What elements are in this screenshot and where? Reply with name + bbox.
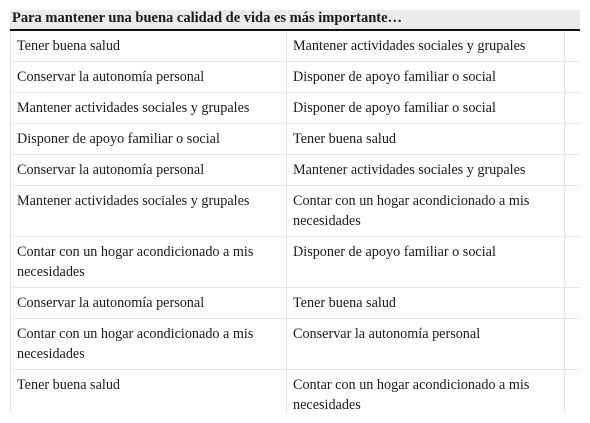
- option-b-cell: Tener buena salud: [287, 288, 565, 319]
- table-row: [11, 288, 581, 319]
- table-row: [11, 370, 581, 414]
- option-a-cell: Mantener actividades sociales y grupales: [11, 186, 287, 237]
- table-title: Para mantener una buena calidad de vida es más importante…: [10, 10, 580, 31]
- table-row: [11, 237, 581, 288]
- option-a-cell: Conservar la autonomía personal: [11, 155, 287, 186]
- option-b-cell: Disponer de apoyo familiar o social: [287, 93, 565, 124]
- table-row: [11, 124, 581, 155]
- empty-cell: [565, 31, 581, 62]
- option-b-cell: Disponer de apoyo familiar o social: [287, 237, 565, 288]
- option-a-cell: Contar con un hogar acondicionado a mis necesidades: [11, 237, 287, 288]
- empty-cell: [565, 62, 581, 93]
- empty-cell: [565, 319, 581, 370]
- empty-cell: [565, 124, 581, 155]
- empty-cell: [565, 237, 581, 288]
- table-row: [11, 31, 581, 62]
- option-b-cell: Mantener actividades sociales y grupales: [287, 155, 565, 186]
- option-b-cell: Mantener actividades sociales y grupales: [287, 31, 565, 62]
- empty-cell: [565, 155, 581, 186]
- option-a-cell: Conservar la autonomía personal: [11, 288, 287, 319]
- option-a-cell: Conservar la autonomía personal: [11, 62, 287, 93]
- option-b-cell: Contar con un hogar acondicionado a mis necesidades: [287, 370, 565, 414]
- option-a-cell: Disponer de apoyo familiar o social: [11, 124, 287, 155]
- empty-cell: [565, 370, 581, 414]
- table-row: [11, 319, 581, 370]
- table-row: [11, 155, 581, 186]
- option-b-cell: Contar con un hogar acondicionado a mis necesidades: [287, 186, 565, 237]
- option-b-cell: Disponer de apoyo familiar o social: [287, 62, 565, 93]
- table-row: [11, 186, 581, 237]
- table-row: [11, 62, 581, 93]
- comparison-table: [10, 10, 580, 413]
- option-a-cell: Contar con un hogar acondicionado a mis necesidades: [11, 319, 287, 370]
- option-b-cell: Conservar la autonomía personal: [287, 319, 565, 370]
- comparison-table-body: [10, 31, 580, 413]
- empty-cell: [565, 288, 581, 319]
- empty-cell: [565, 186, 581, 237]
- table-row: [11, 93, 581, 124]
- option-a-cell: Tener buena salud: [11, 370, 287, 414]
- option-b-cell: Tener buena salud: [287, 124, 565, 155]
- empty-cell: [565, 93, 581, 124]
- option-a-cell: Tener buena salud: [11, 31, 287, 62]
- option-a-cell: Mantener actividades sociales y grupales: [11, 93, 287, 124]
